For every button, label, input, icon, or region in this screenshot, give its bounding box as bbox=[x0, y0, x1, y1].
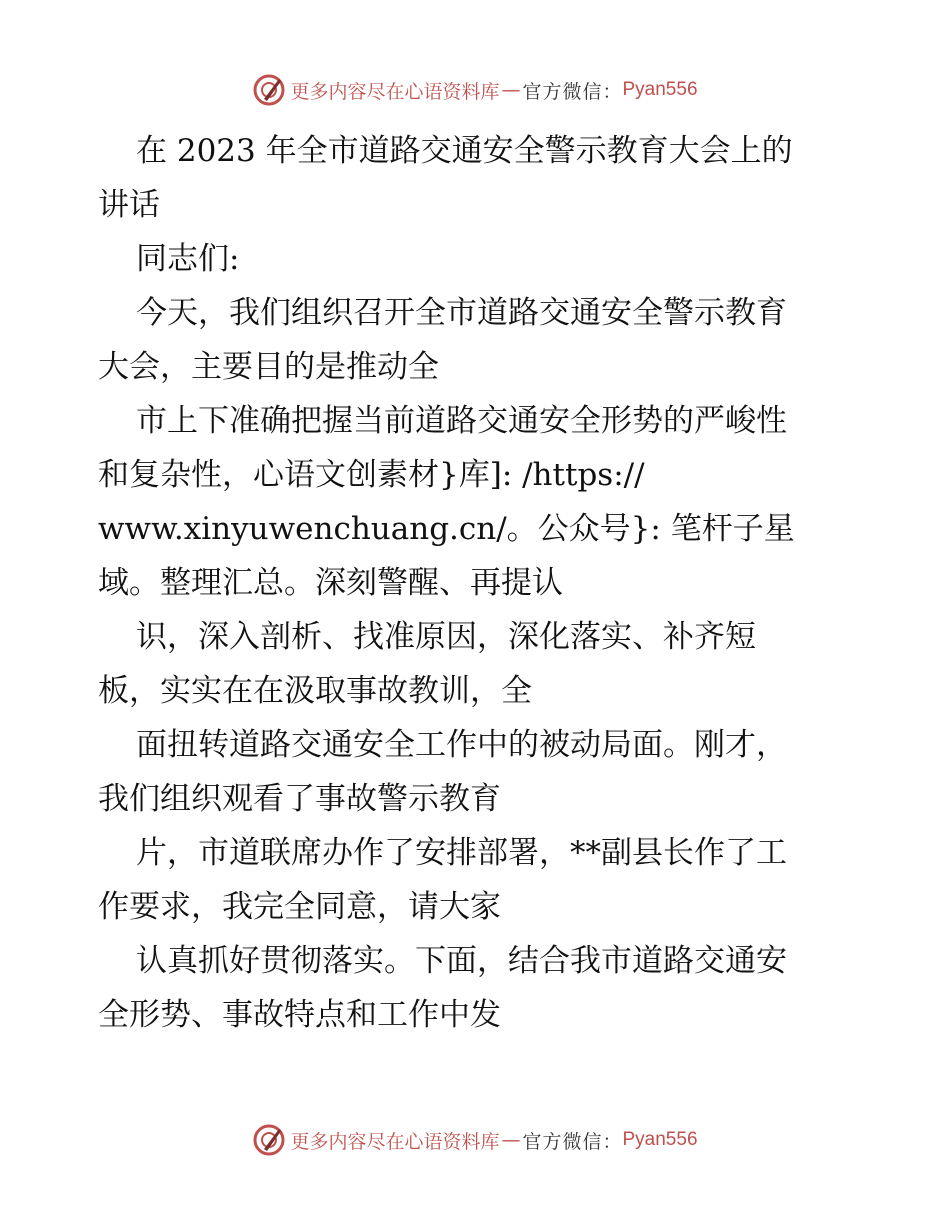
banner-dash: — bbox=[501, 1129, 521, 1151]
doc-line: 识，深入剖析、找准原因，深化落实、补齐短 bbox=[136, 619, 756, 655]
doc-line: 作要求，我完全同意，请大家 bbox=[98, 889, 501, 925]
doc-line: 同志们: bbox=[136, 241, 240, 277]
logo-icon bbox=[252, 1123, 286, 1157]
document-body bbox=[98, 124, 858, 1042]
banner-text: 更多内容尽在心语资料库 bbox=[290, 1130, 500, 1153]
logo-icon bbox=[252, 73, 286, 107]
banner-text: 更多内容尽在心语资料库 bbox=[290, 80, 500, 103]
doc-line: 域。整理汇总。深刻警醒、再提认 bbox=[98, 565, 563, 601]
doc-line: 片，市道联席办作了安排部署，**副县长作了工 bbox=[136, 835, 787, 871]
doc-line: 认真抓好贯彻落实。下面，结合我市道路交通安 bbox=[136, 943, 787, 979]
banner-handle: Pyan556 bbox=[622, 1129, 698, 1150]
footer-banner bbox=[0, 1120, 950, 1160]
header-banner bbox=[0, 70, 950, 110]
banner-handle: Pyan556 bbox=[622, 79, 698, 100]
doc-line: 讲话 bbox=[98, 187, 160, 223]
banner-label: 官方微信： bbox=[522, 1130, 623, 1153]
doc-line: 市上下准确把握当前道路交通安全形势的严峻性 bbox=[136, 403, 787, 439]
doc-line: 今天，我们组织召开全市道路交通安全警示教育 bbox=[136, 295, 787, 331]
doc-line: www.xinyuwenchuang.cn/。公众号}: 笔杆子星 bbox=[98, 511, 795, 547]
doc-line: 我们组织观看了事故警示教育 bbox=[98, 781, 501, 817]
doc-line: 板，实实在在汲取事故教训，全 bbox=[98, 673, 532, 709]
doc-line: 全形势、事故特点和工作中发 bbox=[98, 997, 501, 1033]
doc-line: 大会，主要目的是推动全 bbox=[98, 349, 439, 385]
doc-line: 在 2023 年全市道路交通安全警示教育大会上的 bbox=[136, 133, 793, 169]
banner-label: 官方微信： bbox=[522, 80, 623, 103]
doc-line: 和复杂性，心语文创素材}库]: /https:// bbox=[98, 457, 645, 493]
banner-dash: — bbox=[501, 79, 521, 101]
doc-line: 面扭转道路交通安全工作中的被动局面。刚才， bbox=[136, 727, 787, 763]
